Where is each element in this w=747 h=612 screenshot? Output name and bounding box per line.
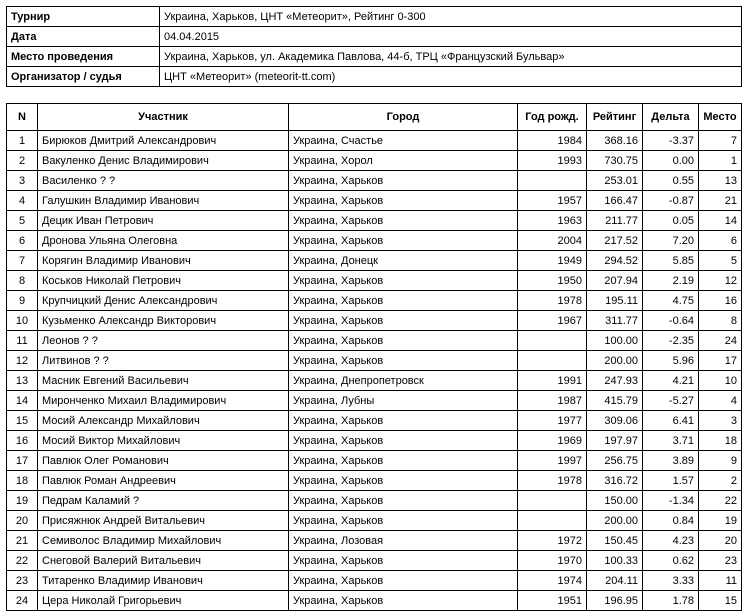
cell-n: 18	[7, 471, 38, 491]
cell-city: Украина, Харьков	[289, 311, 518, 331]
cell-rating: 207.94	[587, 271, 643, 291]
cell-place: 24	[699, 331, 742, 351]
cell-city: Украина, Харьков	[289, 431, 518, 451]
cell-year: 1967	[518, 311, 587, 331]
col-header-delta: Дельта	[643, 104, 699, 131]
cell-place: 17	[699, 351, 742, 371]
cell-delta: 7.20	[643, 231, 699, 251]
cell-city: Украина, Харьков	[289, 231, 518, 251]
cell-rating: 204.11	[587, 571, 643, 591]
cell-participant: Децик Иван Петрович	[38, 211, 289, 231]
table-row	[7, 171, 742, 191]
table-row	[7, 391, 742, 411]
results-table	[6, 103, 742, 611]
info-row	[7, 47, 742, 67]
cell-city: Украина, Харьков	[289, 571, 518, 591]
cell-rating: 196.95	[587, 591, 643, 611]
table-row	[7, 191, 742, 211]
cell-place: 15	[699, 591, 742, 611]
cell-n: 11	[7, 331, 38, 351]
cell-delta: 0.00	[643, 151, 699, 171]
info-row	[7, 27, 742, 47]
cell-place: 18	[699, 431, 742, 451]
cell-year: 1963	[518, 211, 587, 231]
cell-city: Украина, Харьков	[289, 471, 518, 491]
cell-n: 14	[7, 391, 38, 411]
info-label: Место проведения	[7, 47, 160, 67]
cell-year	[518, 331, 587, 351]
cell-delta: -0.87	[643, 191, 699, 211]
cell-rating: 309.06	[587, 411, 643, 431]
cell-participant: Педрам Каламий ?	[38, 491, 289, 511]
table-row	[7, 231, 742, 251]
cell-delta: 0.05	[643, 211, 699, 231]
cell-year: 2004	[518, 231, 587, 251]
cell-rating: 247.93	[587, 371, 643, 391]
cell-city: Украина, Харьков	[289, 191, 518, 211]
cell-delta: 4.21	[643, 371, 699, 391]
cell-rating: 166.47	[587, 191, 643, 211]
cell-city: Украина, Харьков	[289, 331, 518, 351]
cell-year: 1984	[518, 131, 587, 151]
table-row	[7, 491, 742, 511]
cell-n: 19	[7, 491, 38, 511]
cell-participant: Семиволос Владимир Михайлович	[38, 531, 289, 551]
cell-year: 1972	[518, 531, 587, 551]
cell-year: 1993	[518, 151, 587, 171]
cell-place: 12	[699, 271, 742, 291]
info-value: ЦНТ «Метеорит» (meteorit-tt.com)	[160, 67, 742, 87]
cell-city: Украина, Харьков	[289, 451, 518, 471]
cell-n: 21	[7, 531, 38, 551]
table-row	[7, 371, 742, 391]
cell-participant: Дронова Ульяна Олеговна	[38, 231, 289, 251]
cell-delta: 2.19	[643, 271, 699, 291]
cell-n: 9	[7, 291, 38, 311]
cell-n: 2	[7, 151, 38, 171]
cell-city: Украина, Харьков	[289, 291, 518, 311]
cell-participant: Павлюк Роман Андреевич	[38, 471, 289, 491]
table-row	[7, 351, 742, 371]
cell-rating: 217.52	[587, 231, 643, 251]
cell-participant: Павлюк Олег Романович	[38, 451, 289, 471]
cell-rating: 253.01	[587, 171, 643, 191]
col-header-participant: Участник	[38, 104, 289, 131]
cell-city: Украина, Харьков	[289, 551, 518, 571]
cell-n: 16	[7, 431, 38, 451]
cell-n: 20	[7, 511, 38, 531]
cell-year: 1978	[518, 471, 587, 491]
cell-city: Украина, Харьков	[289, 211, 518, 231]
table-row	[7, 211, 742, 231]
info-row	[7, 67, 742, 87]
cell-rating: 150.45	[587, 531, 643, 551]
cell-delta: -0.64	[643, 311, 699, 331]
col-header-place: Место	[699, 104, 742, 131]
cell-rating: 197.97	[587, 431, 643, 451]
cell-participant: Мосий Александр Михайлович	[38, 411, 289, 431]
table-row	[7, 591, 742, 611]
cell-place: 11	[699, 571, 742, 591]
cell-rating: 200.00	[587, 511, 643, 531]
cell-participant: Леонов ? ?	[38, 331, 289, 351]
cell-place: 1	[699, 151, 742, 171]
cell-participant: Крупчицкий Денис Александрович	[38, 291, 289, 311]
table-row	[7, 331, 742, 351]
info-row	[7, 7, 742, 27]
results-header-row	[7, 104, 742, 131]
table-row	[7, 511, 742, 531]
cell-participant: Миронченко Михаил Владимирович	[38, 391, 289, 411]
col-header-year: Год рожд.	[518, 104, 587, 131]
cell-place: 7	[699, 131, 742, 151]
cell-city: Украина, Счастье	[289, 131, 518, 151]
info-label: Дата	[7, 27, 160, 47]
cell-n: 13	[7, 371, 38, 391]
cell-rating: 100.33	[587, 551, 643, 571]
cell-n: 10	[7, 311, 38, 331]
cell-rating: 200.00	[587, 351, 643, 371]
cell-year: 1997	[518, 451, 587, 471]
cell-year: 1974	[518, 571, 587, 591]
cell-participant: Снеговой Валерий Витальевич	[38, 551, 289, 571]
cell-n: 17	[7, 451, 38, 471]
cell-delta: 3.71	[643, 431, 699, 451]
cell-rating: 311.77	[587, 311, 643, 331]
cell-place: 5	[699, 251, 742, 271]
table-row	[7, 571, 742, 591]
table-row	[7, 151, 742, 171]
info-value: Украина, Харьков, ЦНТ «Метеорит», Рейтинг 0-300	[160, 7, 742, 27]
info-value: 04.04.2015	[160, 27, 742, 47]
cell-city: Украина, Донецк	[289, 251, 518, 271]
info-label: Организатор / судья	[7, 67, 160, 87]
cell-delta: 5.85	[643, 251, 699, 271]
cell-place: 23	[699, 551, 742, 571]
cell-rating: 415.79	[587, 391, 643, 411]
cell-n: 5	[7, 211, 38, 231]
table-row	[7, 291, 742, 311]
cell-n: 12	[7, 351, 38, 371]
cell-rating: 316.72	[587, 471, 643, 491]
cell-year: 1951	[518, 591, 587, 611]
cell-place: 3	[699, 411, 742, 431]
cell-year: 1970	[518, 551, 587, 571]
cell-year: 1969	[518, 431, 587, 451]
cell-delta: 0.62	[643, 551, 699, 571]
cell-n: 23	[7, 571, 38, 591]
cell-city: Украина, Днепропетровск	[289, 371, 518, 391]
cell-participant: Корягин Владимир Иванович	[38, 251, 289, 271]
table-row	[7, 411, 742, 431]
cell-rating: 294.52	[587, 251, 643, 271]
cell-place: 21	[699, 191, 742, 211]
cell-place: 19	[699, 511, 742, 531]
cell-delta: 1.78	[643, 591, 699, 611]
cell-delta: 0.84	[643, 511, 699, 531]
cell-year	[518, 511, 587, 531]
cell-rating: 368.16	[587, 131, 643, 151]
cell-n: 3	[7, 171, 38, 191]
cell-year: 1987	[518, 391, 587, 411]
cell-place: 22	[699, 491, 742, 511]
tournament-info-table	[6, 6, 742, 87]
cell-n: 8	[7, 271, 38, 291]
cell-participant: Литвинов ? ?	[38, 351, 289, 371]
cell-delta: 3.33	[643, 571, 699, 591]
info-value: Украина, Харьков, ул. Академика Павлова, 44-б, ТРЦ «Французский Бульвар»	[160, 47, 742, 67]
cell-city: Украина, Харьков	[289, 411, 518, 431]
cell-place: 8	[699, 311, 742, 331]
cell-delta: 1.57	[643, 471, 699, 491]
col-header-n: N	[7, 104, 38, 131]
cell-place: 2	[699, 471, 742, 491]
cell-city: Украина, Харьков	[289, 511, 518, 531]
cell-delta: -3.37	[643, 131, 699, 151]
cell-participant: Масник Евгений Васильевич	[38, 371, 289, 391]
cell-n: 22	[7, 551, 38, 571]
cell-delta: 0.55	[643, 171, 699, 191]
cell-delta: 3.89	[643, 451, 699, 471]
cell-year: 1950	[518, 271, 587, 291]
cell-delta: -1.34	[643, 491, 699, 511]
cell-participant: Присяжнюк Андрей Витальевич	[38, 511, 289, 531]
cell-year: 1978	[518, 291, 587, 311]
cell-place: 6	[699, 231, 742, 251]
cell-city: Украина, Хорол	[289, 151, 518, 171]
cell-delta: 4.23	[643, 531, 699, 551]
cell-city: Украина, Харьков	[289, 271, 518, 291]
cell-year	[518, 171, 587, 191]
cell-place: 13	[699, 171, 742, 191]
cell-participant: Галушкин Владимир Иванович	[38, 191, 289, 211]
cell-city: Украина, Лубны	[289, 391, 518, 411]
cell-year: 1991	[518, 371, 587, 391]
cell-n: 24	[7, 591, 38, 611]
cell-participant: Василенко ? ?	[38, 171, 289, 191]
cell-participant: Цера Николай Григорьевич	[38, 591, 289, 611]
cell-year: 1977	[518, 411, 587, 431]
cell-year: 1949	[518, 251, 587, 271]
cell-delta: -5.27	[643, 391, 699, 411]
cell-year	[518, 351, 587, 371]
cell-city: Украина, Лозовая	[289, 531, 518, 551]
cell-rating: 256.75	[587, 451, 643, 471]
cell-n: 15	[7, 411, 38, 431]
table-row	[7, 311, 742, 331]
cell-place: 10	[699, 371, 742, 391]
table-row	[7, 451, 742, 471]
cell-rating: 195.11	[587, 291, 643, 311]
cell-city: Украина, Харьков	[289, 591, 518, 611]
cell-n: 4	[7, 191, 38, 211]
cell-place: 20	[699, 531, 742, 551]
cell-place: 9	[699, 451, 742, 471]
cell-city: Украина, Харьков	[289, 351, 518, 371]
col-header-rating: Рейтинг	[587, 104, 643, 131]
cell-place: 4	[699, 391, 742, 411]
cell-participant: Коськов Николай Петрович	[38, 271, 289, 291]
cell-participant: Кузьменко Александр Викторович	[38, 311, 289, 331]
cell-city: Украина, Харьков	[289, 171, 518, 191]
info-label: Турнир	[7, 7, 160, 27]
cell-city: Украина, Харьков	[289, 491, 518, 511]
table-row	[7, 471, 742, 491]
cell-rating: 100.00	[587, 331, 643, 351]
table-row	[7, 131, 742, 151]
col-header-city: Город	[289, 104, 518, 131]
cell-delta: 4.75	[643, 291, 699, 311]
cell-participant: Бирюков Дмитрий Александрович	[38, 131, 289, 151]
cell-place: 14	[699, 211, 742, 231]
cell-delta: 6.41	[643, 411, 699, 431]
cell-delta: -2.35	[643, 331, 699, 351]
cell-participant: Вакуленко Денис Владимирович	[38, 151, 289, 171]
table-row	[7, 551, 742, 571]
table-row	[7, 271, 742, 291]
cell-rating: 150.00	[587, 491, 643, 511]
cell-participant: Титаренко Владимир Иванович	[38, 571, 289, 591]
table-row	[7, 431, 742, 451]
cell-rating: 211.77	[587, 211, 643, 231]
cell-rating: 730.75	[587, 151, 643, 171]
cell-n: 1	[7, 131, 38, 151]
cell-delta: 5.96	[643, 351, 699, 371]
cell-participant: Мосий Виктор Михайлович	[38, 431, 289, 451]
cell-year: 1957	[518, 191, 587, 211]
cell-year	[518, 491, 587, 511]
cell-n: 6	[7, 231, 38, 251]
table-row	[7, 531, 742, 551]
table-row	[7, 251, 742, 271]
cell-n: 7	[7, 251, 38, 271]
cell-place: 16	[699, 291, 742, 311]
